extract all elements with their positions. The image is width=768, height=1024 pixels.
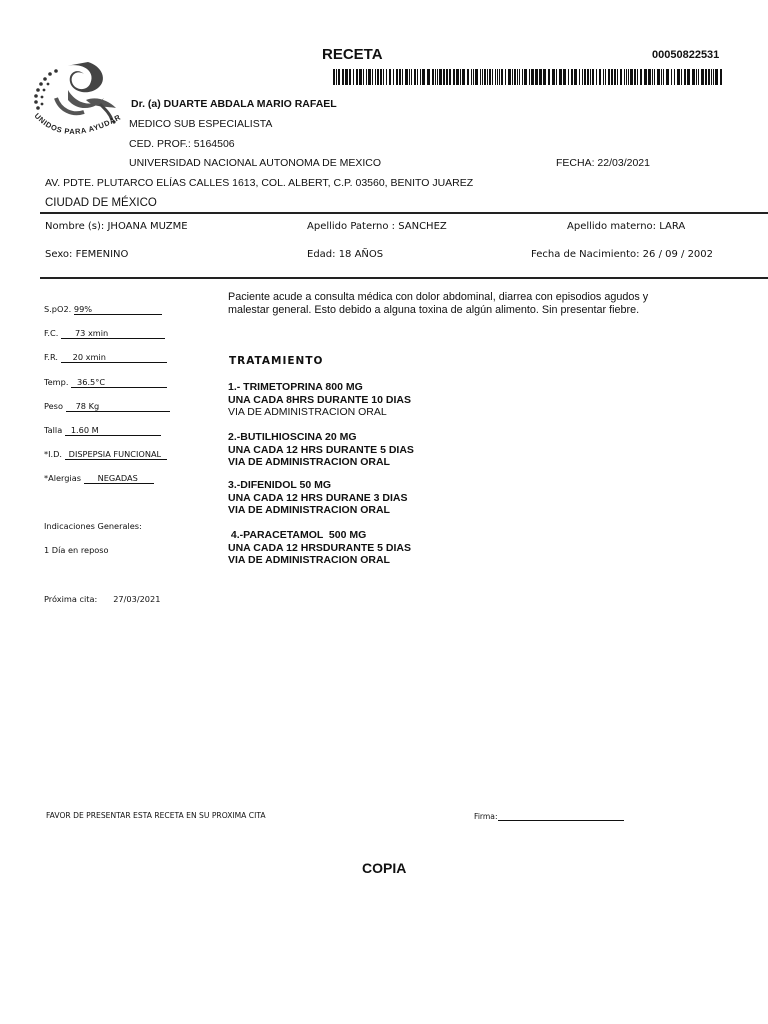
folio-number: 00050822531 xyxy=(652,49,720,61)
treatment-item: 4.-PARACETAMOL 500 MG UNA CADA 12 HRSDURANTE 5 DIAS VIA DE ADMINISTRACION ORAL xyxy=(228,529,411,567)
next-appointment: Próxima cita: 27/03/2021 xyxy=(44,594,161,604)
vital-heart-rate: F.C. 73 xmin xyxy=(44,328,165,339)
university: UNIVERSIDAD NACIONAL AUTONOMA DE MEXICO xyxy=(129,157,382,169)
diagnosis: *I.D. DISPEPSIA FUNCIONAL xyxy=(44,449,167,460)
barcode xyxy=(333,69,723,85)
patient-paternal-surname: Apellido Paterno : SANCHEZ xyxy=(307,221,447,232)
clinical-notes: Paciente acude a consulta médica con dolor abdominal, diarrea con episodios agudos y malestar general. Esto debido a alguna toxina de algún alimento. Sin presentar fiebre. xyxy=(228,291,649,316)
footer-instruction: FAVOR DE PRESENTAR ESTA RECETA EN SU PROXIMA CITA xyxy=(46,811,266,820)
patient-name: Nombre (s): JHOANA MUZME xyxy=(45,221,188,232)
divider-top xyxy=(40,212,768,214)
vital-temperature: Temp. 36.5°C xyxy=(44,377,167,388)
signature-field: Firma: xyxy=(474,811,624,821)
vital-respiratory-rate: F.R. 20 xmin xyxy=(44,352,167,363)
issue-date: FECHA: 22/03/2021 xyxy=(556,157,650,169)
general-indications-label: Indicaciones Generales: xyxy=(44,521,142,531)
logo-text: UNIDOS PARA AYUDAR xyxy=(32,111,123,137)
allergies: *Alergias NEGADAS xyxy=(44,473,154,484)
professional-license: CED. PROF.: 5164506 xyxy=(129,138,235,150)
vital-spo2: S.pO2. 99% xyxy=(44,304,162,315)
patient-sex: Sexo: FEMENINO xyxy=(45,249,129,260)
signature-line xyxy=(498,811,624,821)
city: CIUDAD DE MÉXICO xyxy=(45,197,157,209)
doctor-name: Dr. (a) DUARTE ABDALA MARIO RAFAEL xyxy=(131,98,337,110)
vital-weight: Peso 78 Kg xyxy=(44,401,170,412)
document-title: RECETA xyxy=(322,46,383,63)
foundation-logo xyxy=(26,60,132,146)
patient-maternal-surname: Apellido materno: LARA xyxy=(567,221,686,232)
copy-label: COPIA xyxy=(362,860,407,876)
next-appointment-date: 27/03/2021 xyxy=(113,594,161,604)
divider-bottom xyxy=(40,277,768,279)
treatment-heading: TRATAMIENTO xyxy=(229,355,324,367)
patient-age: Edad: 18 AÑOS xyxy=(307,249,384,260)
address: AV. PDTE. PLUTARCO ELÍAS CALLES 1613, COL. ALBERT, C.P. 03560, BENITO JUAREZ xyxy=(45,177,474,189)
treatment-item: 2.-BUTILHIOSCINA 20 MG UNA CADA 12 HRS DURANTE 5 DIAS VIA DE ADMINISTRACION ORAL xyxy=(228,431,414,469)
doctor-specialty: MEDICO SUB ESPECIALISTA xyxy=(129,118,273,130)
treatment-item: 1.- TRIMETOPRINA 800 MG UNA CADA 8HRS DURANTE 10 DIAS VIA DE ADMINISTRACION ORAL xyxy=(228,381,411,419)
vital-height: Talla 1.60 M xyxy=(44,425,161,436)
general-indications-text: 1 Día en reposo xyxy=(44,545,109,555)
patient-birthdate: Fecha de Nacimiento: 26 / 09 / 2002 xyxy=(531,249,714,260)
treatment-item: 3.-DIFENIDOL 50 MG UNA CADA 12 HRS DURANE 3 DIAS VIA DE ADMINISTRACION ORAL xyxy=(228,479,408,517)
